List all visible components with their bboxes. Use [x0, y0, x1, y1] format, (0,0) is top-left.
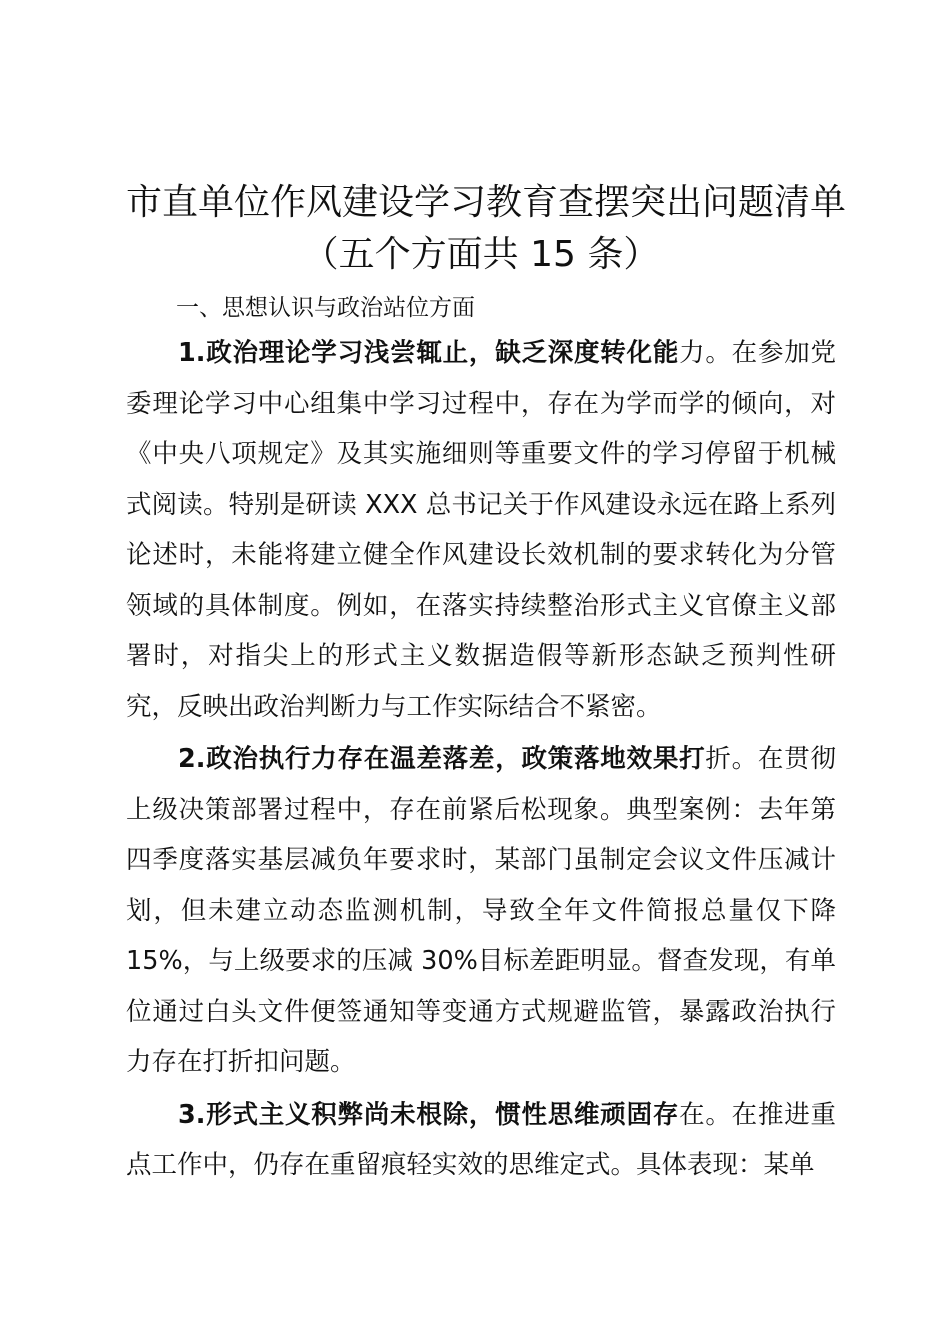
issue-body-1: 力。在参加党委理论学习中心组集中学习过程中，存在为学而学的倾向，对《中央八项规定》及其实施细则等重要文件的学习停留于机械式阅读。特别是研读 XXX 总书记关于作风建设永远在路上系列论述时，未能将建立健全作风建设长效机制的要求转化为分管领域的具体制度。例如，在落实持续整治形式主义官僚主义部署时，对指尖上的形式主义数据造假等新形态缺乏预判性研究，反映出政治判断力与工作实际结合不紧密。 [126, 338, 836, 722]
issue-lead-3: 3.形式主义积弊尚未根除，惯性思维顽固存 [178, 1099, 680, 1130]
issue-body-3: 在。在推进重点工作中，仍存在重留痕轻实效的思维定式。具体表现：某单 [126, 1099, 836, 1180]
issue-lead-2: 2.政治执行力存在温差落差，政策落地效果打 [178, 744, 706, 774]
issue-lead-1: 1.政治理论学习浅尝辄止，缺乏深度转化能 [178, 338, 680, 368]
section-heading: 一、思想认识与政治站位方面 [176, 295, 475, 321]
issue-body-2: 折。在贯彻上级决策部署过程中，存在前紧后松现象。典型案例：去年第四季度落实基层减负年要求时，某部门虽制定会议文件压减计划，但未建立动态监测机制，导致全年文件简报总量仅下降 15%，与上级要求的压减 30%目标差距明显。督查发现，有单位通过白头文件便签通知等变通方式规避监管，暴露政治执行力存在打折扣问题。 [126, 744, 836, 1077]
document-body [126, 178, 847, 1191]
issue-paragraph-3 [126, 1090, 836, 1191]
issue-paragraph-1 [126, 328, 836, 732]
issue-paragraph-2 [126, 734, 836, 1088]
document-title: 市直单位作风建设学习教育查摆突出问题清单 [126, 182, 847, 223]
document-subtitle: （五个方面共 15 条） [302, 234, 660, 275]
